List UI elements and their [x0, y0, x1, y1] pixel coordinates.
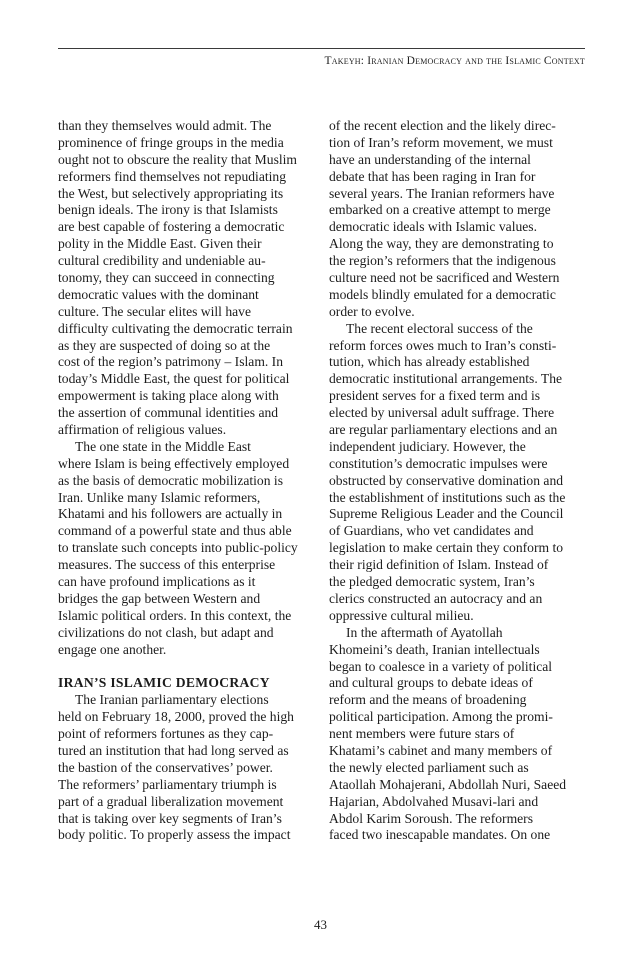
text-line: Abdol Karim Soroush. The reformers — [329, 810, 533, 826]
right-column — [329, 118, 577, 844]
text-line: several years. The Iranian reformers have — [329, 185, 555, 201]
text-line: the pledged democratic system, Iran’s — [329, 574, 535, 590]
text-line: empowerment is taking place along with — [58, 388, 279, 404]
text-line: began to coalesce in a variety of political — [329, 658, 553, 674]
text-line: Ataollah Mohajerani, Abdollah Nuri, Saeed — [329, 776, 567, 792]
text-line: The one state in the Middle East — [75, 438, 251, 454]
section-heading: IRAN’S ISLAMIC DEMOCRACY — [58, 675, 270, 691]
text-line: embarked on a creative attempt to merge — [329, 202, 551, 218]
text-line: cultural credibility and undeniable au- — [58, 253, 266, 269]
text-line: their rigid definition of Islam. Instead of — [329, 557, 549, 573]
header-rule — [58, 48, 585, 49]
text-line: obstructed by conservative domination and — [329, 472, 564, 488]
text-line: engage one another. — [58, 641, 167, 657]
text-line: the establishment of institutions such as the — [329, 489, 566, 505]
text-line: reform and the means of broadening — [329, 692, 527, 708]
text-line: today’s Middle East, the quest for political — [58, 371, 290, 387]
running-header: Takeyh: Iranian Democracy and the Islamic Context — [324, 55, 585, 67]
text-line: tured an institution that had long served as — [58, 742, 289, 758]
text-line: The reformers’ parliamentary triumph is — [58, 776, 277, 792]
text-line: cost of the region’s patrimony – Islam. In — [58, 354, 284, 370]
text-line: clerics constructed an autocracy and an — [329, 590, 543, 606]
text-line: to translate such concepts into public-policy — [58, 540, 298, 556]
text-line: the region’s reformers that the indigenous — [329, 253, 556, 269]
text-line: reformers find themselves not repudiating — [58, 168, 287, 184]
text-line: the newly elected parliament such as — [329, 759, 529, 775]
text-line: measures. The success of this enterprise — [58, 557, 276, 573]
text-line: constitution’s democratic impulses were — [329, 455, 548, 471]
text-line: that is taking over key segments of Iran’s — [58, 810, 282, 826]
text-line: the bastion of the conservatives’ power. — [58, 759, 273, 775]
text-line: tution, which has already established — [329, 354, 530, 370]
text-line: Islamic political orders. In this context, the — [58, 607, 292, 623]
text-line: Supreme Religious Leader and the Council — [329, 506, 564, 522]
text-line: polity in the Middle East. Given their — [58, 236, 262, 252]
text-line: civilizations do not clash, but adapt and — [58, 624, 274, 640]
text-line: as they are suspected of doing so at the — [58, 337, 271, 353]
text-line: the assertion of communal identities and — [58, 405, 279, 421]
text-line: tion of Iran’s reform movement, we must — [329, 134, 553, 150]
text-line: benign ideals. The irony is that Islamists — [58, 202, 278, 218]
text-line: democratic ideals with Islamic values. — [329, 219, 537, 235]
text-line: democratic institutional arrangements. The — [329, 371, 563, 387]
text-line: Khatami’s cabinet and many members of — [329, 742, 553, 758]
text-line: The Iranian parliamentary elections — [75, 692, 269, 708]
text-line: culture need not be sacrificed and Western — [329, 270, 560, 286]
text-line: oppressive cultural milieu. — [329, 607, 474, 623]
text-line: held on February 18, 2000, proved the high — [58, 709, 294, 725]
text-line: part of a gradual liberalization movement — [58, 793, 284, 809]
text-line: prominence of fringe groups in the media — [58, 134, 284, 150]
text-line: order to evolve. — [329, 303, 415, 319]
text-line: have an understanding of the internal — [329, 151, 531, 167]
text-line: bridges the gap between Western and — [58, 590, 261, 606]
text-line: Along the way, they are demonstrating to — [329, 236, 554, 252]
text-line: as the basis of democratic mobilization is — [58, 472, 283, 488]
text-line: Hajarian, Abdolvahed Musavi-lari and — [329, 793, 539, 809]
text-line: difficulty cultivating the democratic terrain — [58, 320, 293, 336]
text-line: debate that has been raging in Iran for — [329, 168, 536, 184]
text-line: tonomy, they can succeed in connecting — [58, 270, 275, 286]
text-line: elected by universal adult suffrage. There — [329, 405, 555, 421]
text-line: and cultural groups to debate ideas of — [329, 675, 533, 691]
text-line: than they themselves would admit. The — [58, 118, 272, 133]
text-line: president serves for a fixed term and is — [329, 388, 541, 404]
text-line: body politic. To properly assess the impact — [58, 827, 291, 843]
text-line: of the recent election and the likely direc- — [329, 118, 556, 133]
left-column — [58, 118, 306, 844]
text-line: In the aftermath of Ayatollah — [346, 624, 503, 640]
text-line: faced two inescapable mandates. On one — [329, 827, 551, 843]
text-line: political participation. Among the promi- — [329, 709, 553, 725]
text-line: command of a powerful state and thus able — [58, 523, 292, 539]
text-line: Iran. Unlike many Islamic reformers, — [58, 489, 261, 505]
text-line: democratic values with the dominant — [58, 286, 259, 302]
text-line: point of reformers fortunes as they cap- — [58, 726, 274, 742]
text-line: are regular parliamentary elections and an — [329, 422, 558, 438]
text-line: ought not to obscure the reality that Muslim — [58, 151, 297, 167]
text-line: the West, but selectively appropriating its — [58, 185, 284, 201]
text-line: culture. The secular elites will have — [58, 303, 252, 319]
text-line: Khomeini’s death, Iranian intellectuals — [329, 641, 540, 657]
text-line: affirmation of religious values. — [58, 422, 227, 438]
text-line: reform forces owes much to Iran’s consti- — [329, 337, 557, 353]
text-line: legislation to make certain they conform to — [329, 540, 564, 556]
text-line: of Guardians, who vet candidates and — [329, 523, 534, 539]
page-number: 43 — [314, 917, 327, 932]
text-line: nent members were future stars of — [329, 726, 515, 742]
text-line: Khatami and his followers are actually in — [58, 506, 283, 522]
text-line: models blindly emulated for a democratic — [329, 286, 556, 302]
text-line: are best capable of fostering a democratic — [58, 219, 285, 235]
text-line: independent judiciary. However, the — [329, 438, 526, 454]
text-line: can have profound implications as it — [58, 574, 256, 590]
paragraph-gap — [58, 659, 306, 676]
text-line: where Islam is being effectively employed — [58, 455, 290, 471]
text-line: The recent electoral success of the — [346, 320, 533, 336]
